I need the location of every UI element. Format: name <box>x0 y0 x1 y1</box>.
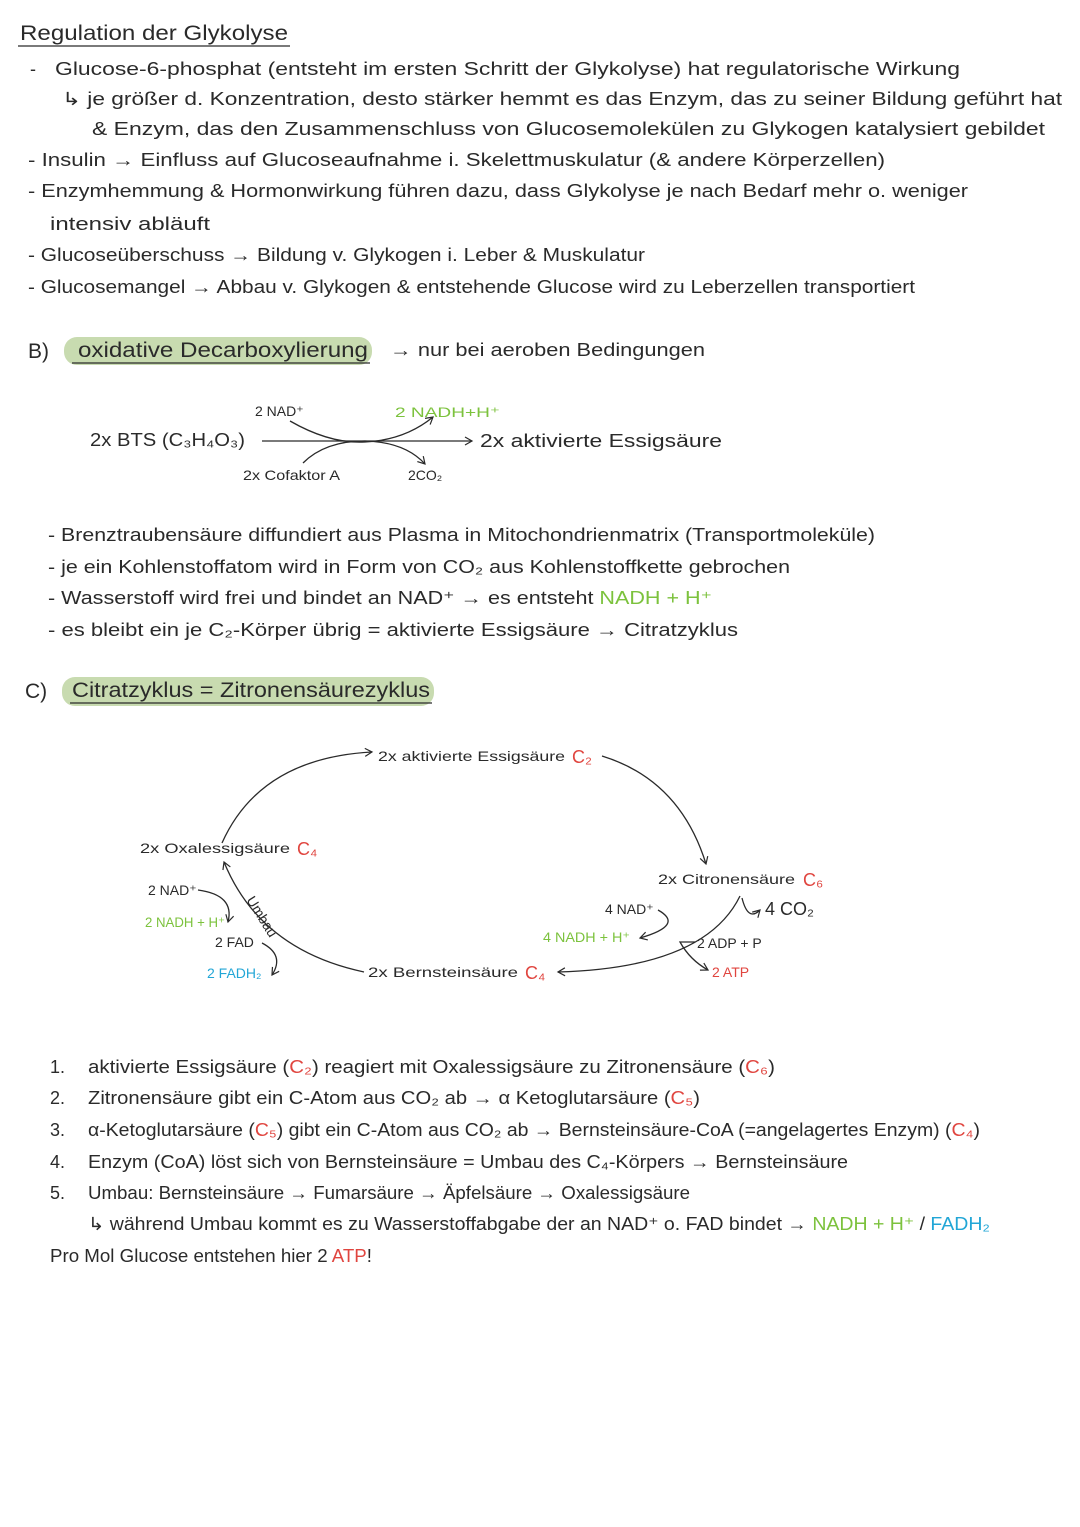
cycle-umbau-label: Umbau <box>243 893 281 940</box>
regulation-item: Glucose-6-phosphat (entsteht im ersten Schritt der Glykolyse) hat regulatorische Wirkung <box>55 59 960 79</box>
step-text: α-Ketoglutarsäure ( <box>88 1120 243 1140</box>
regulation-item-cont: intensiv abläuft <box>50 214 210 234</box>
step-1 <box>88 1057 775 1077</box>
reaction-substrate: 2x BTS (C₃H₄O₃) <box>90 430 245 450</box>
cycle-right-nadh: 4 NADH + H⁺ <box>543 929 630 945</box>
step-number: 4. <box>50 1152 66 1172</box>
cycle-acetyl-carbon: C₂ <box>572 747 592 767</box>
separator: / <box>914 1214 930 1234</box>
step-text: ) <box>768 1057 775 1077</box>
summary-text: ! <box>366 1246 372 1266</box>
section-b-bullet: - es bleibt ein je C₂-Körper übrig = aktivierte Essigsäure → Citratzyklus <box>48 620 738 640</box>
regulation-item: - Glucosemangel → Abbau v. Glykogen & entstehende Glucose wird zu Leberzellen transportiert <box>28 277 915 297</box>
carbon-label: C₄ <box>951 1120 972 1140</box>
reaction-product: 2x aktivierte Essigsäure <box>480 431 722 451</box>
section-b-marker: B) <box>28 340 49 363</box>
step-number: 5. <box>50 1183 66 1203</box>
section-c-heading: Citratzyklus = Zitronensäurezyklus <box>72 679 430 702</box>
nadh-highlight: NADH + H⁺ <box>599 588 694 608</box>
section-b-note: → nur bei aeroben Bedingungen <box>390 340 705 360</box>
carbon-label: C₅ <box>254 1120 276 1140</box>
cycle-left-fad: 2 FAD <box>215 934 254 950</box>
carbon-label: C₂ <box>289 1057 310 1077</box>
step-3 <box>88 1120 980 1140</box>
cycle-citron-carbon: C₆ <box>803 870 824 890</box>
step-5-sub <box>88 1214 990 1234</box>
co2-arrow <box>742 898 760 914</box>
cycle-arrow-oxal-to-acetyl <box>222 752 372 843</box>
bullet-text: - Wasserstoff wird frei und bindet an NAD⁺ → es entsteht <box>48 588 509 608</box>
nadh-label: NADH + H⁺ <box>812 1214 907 1234</box>
regulation-subitem: ↳ je größer d. Konzentration, desto stärker hemmt es das Enzym, das zu seiner Bildung geführt hat <box>62 89 1062 109</box>
cycle-arrow-bernstein-to-oxal <box>224 862 364 972</box>
cycle-citron: 2x Citronensäure <box>658 871 796 887</box>
left-fad-arrow <box>262 943 277 975</box>
cofactor-curve-arrow <box>303 441 425 464</box>
regulation-subitem-cont: & Enzym, das den Zusammenschluss von Glucosemolekülen zu Glykogen katalysiert gebildet <box>92 119 1045 139</box>
carbon-label: C₆ <box>745 1057 766 1077</box>
summary <box>50 1246 372 1266</box>
reaction-out-bottom: 2CO₂ <box>408 467 443 483</box>
step-number: 2. <box>50 1088 66 1108</box>
cycle-acetyl: 2x aktivierte Essigsäure <box>378 748 566 764</box>
cycle-atp: 2 ATP <box>712 964 750 980</box>
step-5: Umbau: Bernsteinsäure → Fumarsäure → Äpfelsäure → Oxalessigsäure <box>88 1183 690 1203</box>
cycle-oxal-carbon: C₄ <box>297 839 318 859</box>
step-4: Enzym (CoA) löst sich von Bernsteinsäure = Umbau des C₄-Körpers → Bernsteinsäure <box>88 1152 848 1172</box>
step-number: 3. <box>50 1120 66 1140</box>
regulation-item: - Insulin → Einfluss auf Glucoseaufnahme i. Skelettmuskulatur (& andere Körperzellen) <box>28 150 885 170</box>
step-text: ) <box>973 1120 980 1140</box>
cycle-co2: 4 CO₂ <box>765 899 814 919</box>
cycle-left-nad: 2 NAD⁺ <box>148 882 197 898</box>
section-b-bullet: - Brenztraubensäure diffundiert aus Plasma in Mitochondrienmatrix (Transportmoleküle) <box>48 525 875 545</box>
step-text: ↳ während Umbau kommt es zu Wasserstoffabgabe der an NAD⁺ o. FAD bindet → <box>88 1214 757 1234</box>
cycle-adp: 2 ADP + P <box>697 935 762 951</box>
section-c-marker: C) <box>25 680 48 703</box>
step-number: 1. <box>50 1057 66 1077</box>
section-b-heading: oxidative Decarboxylierung <box>78 339 368 362</box>
reaction-in-top: 2 NAD⁺ <box>255 403 304 419</box>
cycle-left-nadh: 2 NADH + H⁺ <box>145 914 225 930</box>
atp-label: ATP <box>331 1246 366 1266</box>
regulation-item: - Enzymhemmung & Hormonwirkung führen dazu, dass Glykolyse je nach Bedarf mehr o. weniger <box>28 181 969 201</box>
cycle-arrow-acetyl-to-citron <box>602 756 706 864</box>
cycle-bernstein: 2x Bernsteinsäure <box>368 964 519 980</box>
reaction-in-bottom: 2x Cofaktor A <box>243 467 341 483</box>
step-text: aktivierte Essigsäure ( <box>88 1057 266 1077</box>
page-title: Regulation der Glykolyse <box>20 22 288 45</box>
fadh-label: FADH₂ <box>930 1214 986 1234</box>
nad-curve-arrow <box>290 417 433 442</box>
carbon-label: C₅ <box>670 1088 691 1108</box>
cycle-left-fadh: 2 FADH₂ <box>207 965 262 981</box>
cycle-right-nad: 4 NAD⁺ <box>605 901 654 917</box>
bullet-dash: - <box>30 59 36 79</box>
reaction-out-top: 2 NADH+H⁺ <box>395 404 500 420</box>
regulation-item: - Glucoseüberschuss → Bildung v. Glykogen i. Leber & Muskulatur <box>28 245 645 265</box>
section-b-bullet <box>48 588 712 608</box>
step-text: ) gibt ein C-Atom aus CO₂ ab → Bernsteinsäure-CoA (=angelagertes Enzym) ( <box>276 1120 902 1140</box>
step-text: ) <box>693 1088 700 1108</box>
step-2 <box>88 1088 700 1108</box>
section-b-bullet: - je ein Kohlenstoffatom wird in Form von CO₂ aus Kohlenstoffkette gebrochen <box>48 557 790 577</box>
step-text: ) reagiert mit Oxalessigsäure zu Zitronensäure ( <box>311 1057 694 1077</box>
cycle-oxal: 2x Oxalessigsäure <box>140 840 291 856</box>
cycle-bernstein-carbon: C₄ <box>525 963 546 983</box>
summary-text: Pro Mol Glucose entstehen hier 2 <box>50 1246 322 1266</box>
step-text: Zitronensäure gibt ein C-Atom aus CO₂ ab → α Ketoglutarsäure ( <box>88 1088 608 1108</box>
